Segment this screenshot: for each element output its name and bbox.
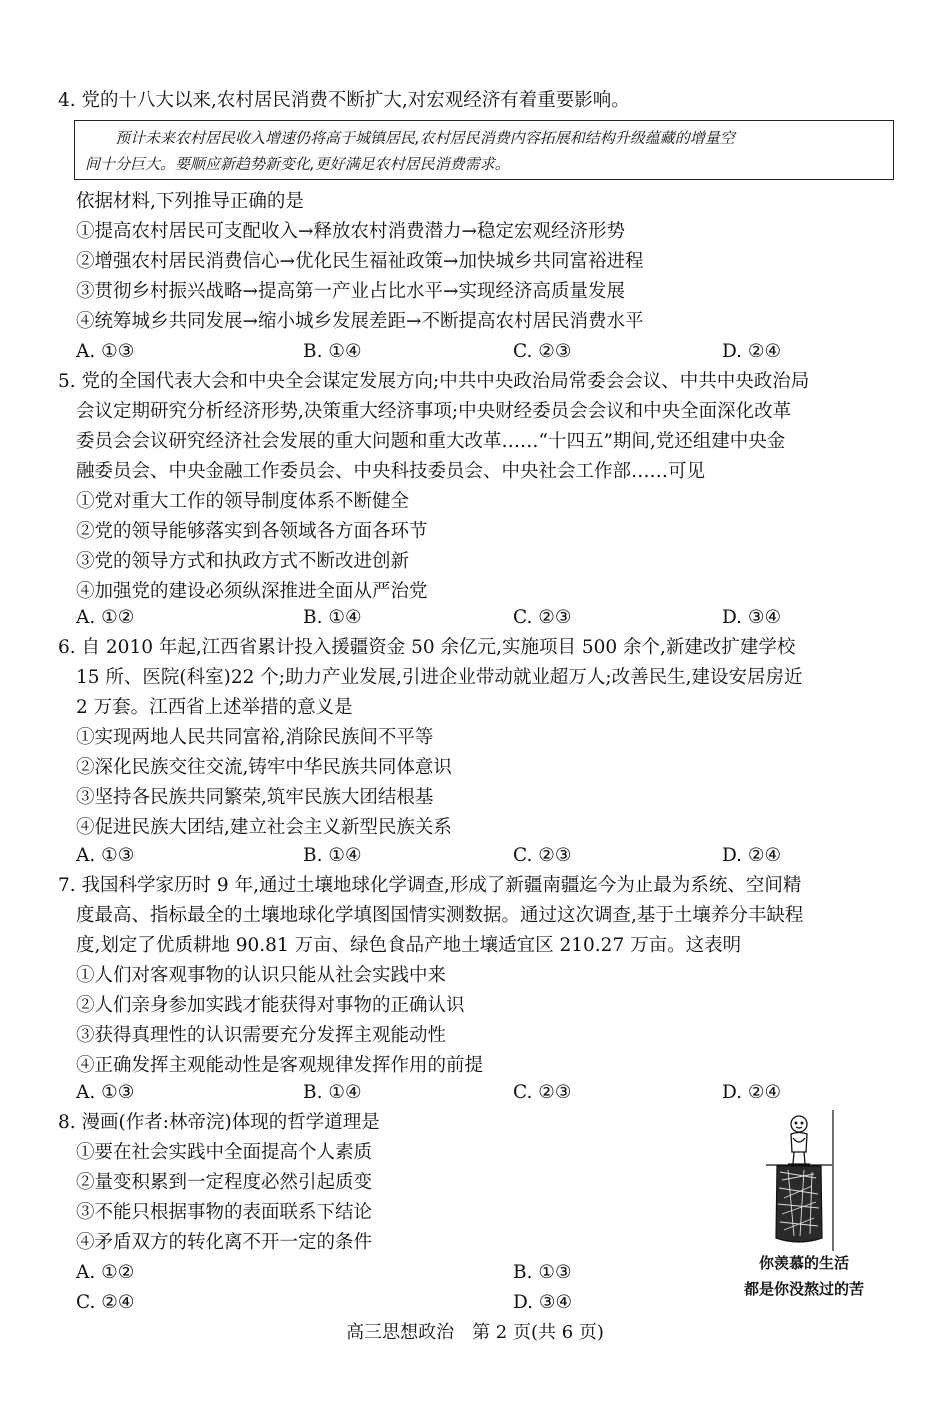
q5-option-c[interactable]: C. ②③ [513, 607, 572, 628]
q6-item-4: ④促进民族大团结,建立社会主义新型民族关系 [76, 817, 452, 838]
q5-stem-line2: 会议定期研究分析经济形势,决策重大经济事项;中央财经委员会会议和中央全面深化改革 [76, 401, 792, 422]
q7-item-1: ①人们对客观事物的认识只能从社会实践中来 [76, 965, 447, 986]
q4-material-line2: 间十分巨大。要顺应新趋势新变化,更好满足农村居民消费需求。 [85, 155, 510, 173]
q8-item-3: ③不能只根据事物的表面联系下结论 [76, 1202, 373, 1223]
q6-stem-line3: 2 万套。江西省上述举措的意义是 [76, 697, 353, 718]
cartoon-caption-line2: 都是你没熬过的苦 [743, 1280, 864, 1298]
q8-item-4: ④矛盾双方的转化离不开一定的条件 [76, 1232, 373, 1253]
q7-stem-line1: 7. 我国科学家历时 9 年,通过土壤地球化学调查,形成了新疆南疆迄今为止最为系统、空间精 [58, 875, 802, 896]
q6-option-c[interactable]: C. ②③ [513, 845, 572, 866]
q8-item-1: ①要在社会实践中全面提高个人素质 [76, 1142, 373, 1163]
q7-option-a[interactable]: A. ①③ [76, 1082, 135, 1103]
q5-option-d[interactable]: D. ③④ [722, 607, 782, 628]
q7-option-d[interactable]: D. ②④ [722, 1082, 782, 1103]
q5-stem-line3: 委员会会议研究经济社会发展的重大问题和重大改革……“十四五”期间,党还组建中央金 [76, 431, 786, 452]
q7-option-b[interactable]: B. ①④ [303, 1082, 362, 1103]
q6-item-2: ②深化民族交往交流,铸牢中华民族共同体意识 [76, 757, 452, 778]
q7-item-2: ②人们亲身参加实践才能获得对事物的正确认识 [76, 995, 465, 1016]
q4-option-b[interactable]: B. ①④ [303, 341, 362, 362]
q6-option-a[interactable]: A. ①③ [76, 845, 135, 866]
q5-option-a[interactable]: A. ①② [76, 607, 135, 628]
q5-item-2: ②党的领导能够落实到各领域各方面各环节 [76, 521, 428, 542]
page-footer: 高三思想政治 第 2 页(共 6 页) [346, 1322, 604, 1343]
q4-item-1: ①提高农村居民可支配收入→释放农村消费潜力→稳定宏观经济形势 [76, 221, 626, 242]
q4-stem: 4. 党的十八大以来,农村居民消费不断扩大,对宏观经济有着重要影响。 [58, 90, 630, 111]
q8-option-d[interactable]: D. ③④ [513, 1292, 573, 1313]
q6-item-3: ③坚持各民族共同繁荣,筑牢民族大团结根基 [76, 787, 434, 808]
q5-item-1: ①党对重大工作的领导制度体系不断健全 [76, 491, 410, 512]
q8-option-b[interactable]: B. ①③ [513, 1262, 572, 1283]
q7-item-3: ③获得真理性的认识需要充分发挥主观能动性 [76, 1025, 447, 1046]
q6-item-1: ①实现两地人民共同富裕,消除民族间不平等 [76, 727, 434, 748]
q4-item-4: ④统筹城乡共同发展→缩小城乡发展差距→不断提高农村居民消费水平 [76, 311, 644, 332]
q5-item-3: ③党的领导方式和执政方式不断改进创新 [76, 551, 410, 572]
q4-item-3: ③贯彻乡村振兴战略→提高第一产业占比水平→实现经济高质量发展 [76, 281, 626, 302]
q7-stem-line3: 度,划定了优质耕地 90.81 万亩、绿色食品产地土壤适宜区 210.27 万亩。这表明 [76, 935, 742, 956]
q5-item-4: ④加强党的建设必须纵深推进全面从严治党 [76, 581, 428, 602]
q6-option-b[interactable]: B. ①④ [303, 845, 362, 866]
q6-stem-line2: 15 所、医院(科室)22 个;助力产业发展,引进企业带动就业超万人;改善民生,建设安居房近 [76, 667, 803, 688]
cartoon-caption-line1: 你羡慕的生活 [758, 1254, 849, 1272]
q4-option-c[interactable]: C. ②③ [513, 341, 572, 362]
q7-item-4: ④正确发挥主观能动性是客观规律发挥作用的前提 [76, 1055, 484, 1076]
q8-stem: 8. 漫画(作者:林帝浣)体现的哲学道理是 [58, 1112, 380, 1133]
q5-stem-line4: 融委员会、中央金融工作委员会、中央科技委员会、中央社会工作部……可见 [76, 461, 706, 482]
cartoon-illustration [764, 1108, 834, 1253]
q4-item-2: ②增强农村居民消费信心→优化民生福祉政策→加快城乡共同富裕进程 [76, 251, 644, 272]
q8-option-c[interactable]: C. ②④ [76, 1292, 135, 1313]
q6-option-d[interactable]: D. ②④ [722, 845, 782, 866]
q5-option-b[interactable]: B. ①④ [303, 607, 362, 628]
q6-stem-line1: 6. 自 2010 年起,江西省累计投入援疆资金 50 余亿元,实施项目 500 余个,新建改扩建学校 [58, 637, 796, 658]
q4-option-a[interactable]: A. ①③ [76, 341, 135, 362]
cartoon-person-figure [788, 1116, 810, 1164]
q4-option-d[interactable]: D. ②④ [722, 341, 782, 362]
q4-material-box [74, 120, 894, 180]
q7-option-c[interactable]: C. ②③ [513, 1082, 572, 1103]
q5-stem-line1: 5. 党的全国代表大会和中央全会谋定发展方向;中共中央政治局常委会会议、中共中央政治局 [58, 371, 810, 392]
q8-option-a[interactable]: A. ①② [76, 1262, 135, 1283]
cartoon-tangled-pit [776, 1166, 822, 1242]
q7-stem-line2: 度最高、指标最全的土壤地球化学填图国情实测数据。通过这次调查,基于土壤养分丰缺程 [76, 905, 804, 926]
q4-prompt: 依据材料,下列推导正确的是 [76, 191, 304, 212]
q8-item-2: ②量变积累到一定程度必然引起质变 [76, 1172, 373, 1193]
q4-material-line1: 预计未来农村居民收入增速仍将高于城镇居民,农村居民消费内容拓展和结构升级蕴藏的增量空 [115, 129, 735, 147]
